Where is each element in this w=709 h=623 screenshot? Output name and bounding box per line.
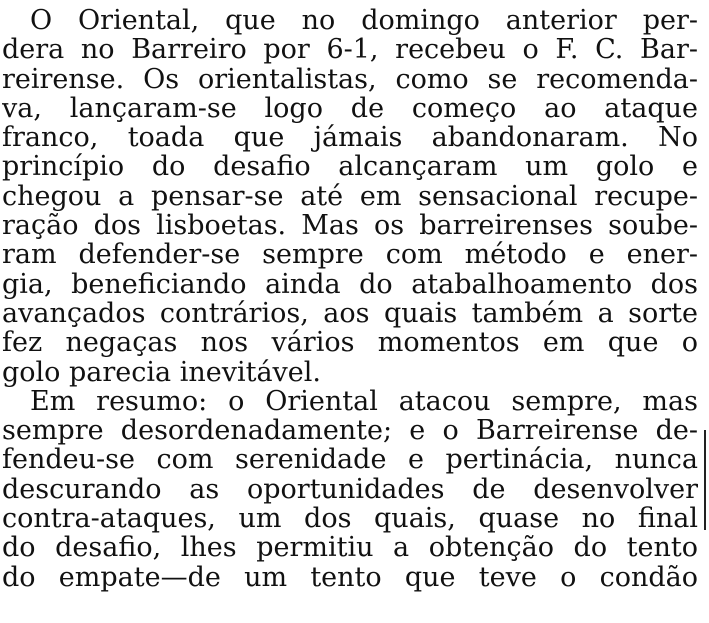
text-line: fendeu-se com serenidade e pertinácia, nunca [2,445,698,475]
column-edge-mark [704,430,706,530]
newspaper-article-text [2,6,698,592]
text-line: avançados contrários, aos quais também a sorte [2,298,698,329]
text-line: golo parecia inevitável. [2,357,322,387]
text-line: descurando as oportunidades de desenvolver [2,474,698,505]
paragraph [2,6,698,387]
text-line: franco, toada que jámais abandonaram. No [2,123,698,153]
text-line: chegou a pensar-se até em sensacional recupe- [2,181,698,212]
text-line: reirense. Os orientalistas, como se recomenda- [2,64,698,94]
paragraph [2,387,698,592]
text-line: sempre desordenadamente; e o Barreirense de- [2,416,698,446]
text-line: princípio do desafio alcançaram um golo e [2,152,698,182]
text-line: dera no Barreiro por 6-1, recebeu o F. C. Bar- [2,35,698,65]
text-line: do empate—de um tento que teve o condão [2,562,698,592]
text-line: fez negaças nos vários momentos em que o [2,328,698,358]
text-line: ração dos lisboetas. Mas os barreirenses soube- [2,211,698,241]
text-line: Em resumo: o Oriental atacou sempre, mas [30,386,698,417]
text-line: contra-ataques, um dos quais, quase no final [2,504,698,534]
text-line: ram defender-se sempre com método e ener- [2,240,698,270]
text-line: O Oriental, que no domingo anterior per- [30,6,698,36]
text-line: do desafio, lhes permitiu a obtenção do tento [2,533,698,563]
text-line: gia, beneficiando ainda do atabalhoamento dos [2,269,698,299]
text-line: va, lançaram-se logo de começo ao ataque [2,93,698,124]
